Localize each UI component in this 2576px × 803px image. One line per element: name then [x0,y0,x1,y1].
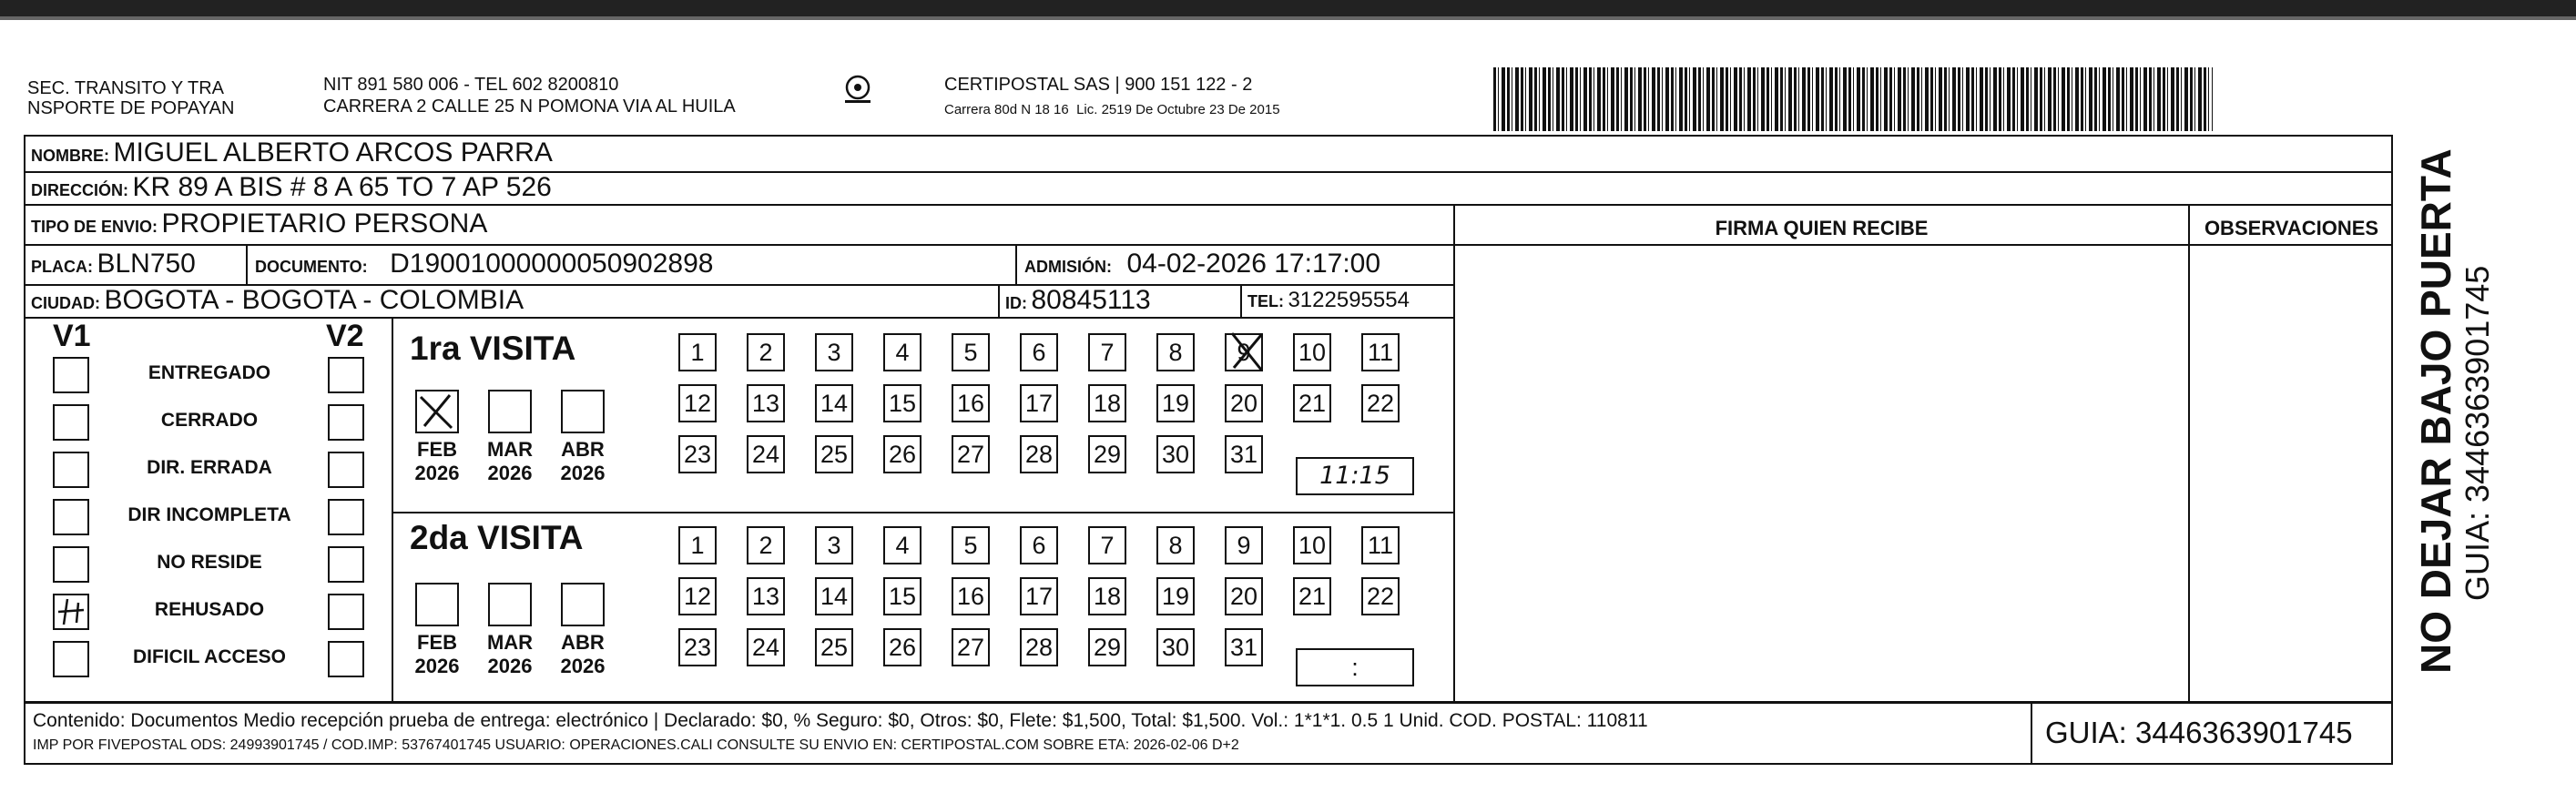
visit2-day-box[interactable]: 29 [1088,628,1126,666]
visit1-day-box[interactable]: 18 [1088,384,1126,422]
visit2-day-box[interactable]: 14 [815,577,853,615]
visit1-day-box[interactable]: 14 [815,384,853,422]
visit2-time[interactable]: : [1296,648,1414,686]
status-v2-checkbox[interactable] [328,546,364,583]
visit2-month-label: FEB [417,631,457,654]
status-v1-checkbox[interactable] [53,641,89,677]
visit1-day-box[interactable]: 26 [883,435,921,473]
id-label: ID: [1005,294,1027,312]
visit1-title: 1ra VISITA [410,330,576,367]
visit2-month-label: ABR [561,631,605,654]
visit2-day-box[interactable]: 16 [952,577,990,615]
visit2-day-box[interactable]: 22 [1361,577,1400,615]
visit1-day-box[interactable]: 4 [883,333,921,371]
visit2-day-box[interactable]: 3 [815,526,853,564]
tipo-label: TIPO DE ENVIO: [31,218,158,236]
nombre-value: MIGUEL ALBERTO ARCOS PARRA [113,137,553,168]
nombre-row [31,138,553,172]
visit2-day-box[interactable]: 2 [747,526,785,564]
nombre-label: NOMBRE: [31,147,109,165]
status-v2-checkbox[interactable] [328,641,364,677]
visit2-day-box[interactable]: 8 [1156,526,1195,564]
visit1-day-box[interactable]: 10 [1293,333,1331,371]
sender-line2: NSPORTE DE POPAYAN [27,98,235,118]
visit2-day-box[interactable]: 10 [1293,526,1331,564]
visit2-year-label: 2026 [560,655,606,677]
placa-value: BLN750 [97,249,196,279]
visit2-day-box[interactable]: 11 [1361,526,1400,564]
visit1-month-checkbox[interactable] [488,390,532,433]
visit2-day-box[interactable]: 21 [1293,577,1331,615]
visit1-month-label: FEB [417,438,457,461]
footer-guia: GUIA: 3446363901745 [2045,716,2353,749]
visit2-day-box[interactable]: 24 [747,628,785,666]
visit2-month-label: MAR [486,631,534,654]
tel-row [1247,286,1410,318]
visit1-day-box[interactable]: 23 [678,435,717,473]
visit2-day-box[interactable]: 26 [883,628,921,666]
visit2-month-checkbox[interactable] [561,583,605,626]
firma-header: FIRMA QUIEN RECIBE [1715,217,1929,239]
observaciones-header: OBSERVACIONES [2204,217,2379,239]
visit1-month-label: MAR [486,438,534,461]
visit1-day-box[interactable]: 6 [1020,333,1058,371]
tipo-row [31,209,487,243]
visit2-day-box[interactable]: 13 [747,577,785,615]
tipo-value: PROPIETARIO PERSONA [161,208,488,239]
status-v1-checkbox[interactable] [53,546,89,583]
visit1-day-box[interactable]: 8 [1156,333,1195,371]
visit1-day-box[interactable]: 20 [1225,384,1263,422]
ciudad-value: BOGOTA - BOGOTA - COLOMBIA [104,285,524,315]
visit1-day-box[interactable]: 15 [883,384,921,422]
visit1-day-box[interactable]: 7 [1088,333,1126,371]
status-label: DIFICIL ACCESO [132,646,286,667]
visit1-day-box[interactable]: 19 [1156,384,1195,422]
visit2-day-box[interactable]: 4 [883,526,921,564]
v1-label: V1 [53,319,91,353]
visit2-title: 2da VISITA [410,519,584,556]
admision-label: ADMISIÓN: [1024,258,1112,276]
visit2-day-box[interactable]: 18 [1088,577,1126,615]
visit1-month-label: ABR [561,438,605,461]
status-v2-checkbox[interactable] [328,452,364,488]
status-label: ENTREGADO [148,362,271,383]
visit1-day-box[interactable]: 16 [952,384,990,422]
status-label: REHUSADO [154,599,265,620]
visit1-time[interactable]: 11:15 [1296,457,1414,495]
visit2-day-box[interactable]: 1 [678,526,717,564]
documento-value: D19001000000050902898 [390,249,714,279]
address-line: CARRERA 2 CALLE 25 N POMONA VIA AL HUILA [323,97,736,117]
v2-label: V2 [326,319,364,353]
status-label: DIR INCOMPLETA [127,504,291,525]
status-label: DIR. ERRADA [147,457,272,478]
visit1-year-label: 2026 [414,462,460,484]
visit1-day-box[interactable]: 12 [678,384,717,422]
ciudad-label: CIUDAD: [31,294,100,312]
visit2-day-box[interactable]: 28 [1020,628,1058,666]
visit1-day-box[interactable]: 3 [815,333,853,371]
visit1-day-box[interactable]: 13 [747,384,785,422]
status-v1-checkbox[interactable] [53,452,89,488]
admision-row [1024,249,1380,283]
visit1-day-box[interactable]: 21 [1293,384,1331,422]
visit1-day-box[interactable]: 17 [1020,384,1058,422]
visit2-day-box[interactable]: 17 [1020,577,1058,615]
visit1-year-label: 2026 [487,462,533,484]
status-label: CERRADO [160,410,259,431]
status-v1-checkbox[interactable] [53,404,89,441]
visit1-day-box[interactable]: 25 [815,435,853,473]
status-v1-checkbox[interactable] [53,357,89,393]
id-row [1005,286,1151,320]
visit2-month-checkbox[interactable] [415,583,459,626]
visit2-day-box[interactable]: 31 [1225,628,1263,666]
placa-row [31,249,196,283]
status-v1-checkbox[interactable] [53,594,89,630]
visit1-day-box[interactable]: 29 [1088,435,1126,473]
direccion-value: KR 89 A BIS # 8 A 65 TO 7 AP 526 [132,172,552,202]
visit2-day-box[interactable]: 20 [1225,577,1263,615]
nit-line: NIT 891 580 006 - TEL 602 8200810 [323,75,619,95]
status-label: NO RESIDE [157,552,262,573]
visit1-day-box[interactable]: 2 [747,333,785,371]
visit1-day-box[interactable]: 1 [678,333,717,371]
side-guia: GUIA: 3446363901745 [2459,265,2496,601]
status-v2-checkbox[interactable] [328,357,364,393]
placa-label: PLACA: [31,258,93,276]
direccion-row [31,173,552,207]
visit1-day-box[interactable]: 22 [1361,384,1400,422]
top-dark-band [0,0,2576,16]
visit1-day-box[interactable]: 27 [952,435,990,473]
documento-row [255,249,713,283]
visit1-day-box[interactable]: 28 [1020,435,1058,473]
documento-label: DOCUMENTO: [255,258,368,276]
visit2-day-box[interactable]: 5 [952,526,990,564]
ciudad-row [31,286,524,320]
visit2-year-label: 2026 [414,655,460,677]
visit2-day-box[interactable]: 6 [1020,526,1058,564]
visit2-day-box[interactable]: 12 [678,577,717,615]
footer-imp: IMP POR FIVEPOSTAL ODS: 24993901745 / COD.IMP: 53767401745 USUARIO: OPERACIONES.CALI CONSULTE SU ENVIO EN: CERTIPOSTAL.COM SOBRE ETA: 2026-02-06 D+2 [33,737,1239,753]
top-gray-band [0,16,2576,20]
barcode [1493,67,2213,131]
carrier-line1: CERTIPOSTAL SAS | 900 151 122 - 2 [944,75,1253,95]
direccion-label: DIRECCIÓN: [31,181,128,199]
visit2-month-checkbox[interactable] [488,583,532,626]
certipostal-logo-icon [840,73,876,109]
status-v1-checkbox[interactable] [53,499,89,535]
side-warning: NO DEJAR BAJO PUERTA [2412,148,2459,674]
visit2-year-label: 2026 [487,655,533,677]
visit1-day-box[interactable]: 11 [1361,333,1400,371]
visit2-day-box[interactable]: 19 [1156,577,1195,615]
tel-label: TEL: [1247,292,1284,310]
visit1-day-box[interactable]: 5 [952,333,990,371]
visit2-day-box[interactable]: 25 [815,628,853,666]
visit2-day-box[interactable]: 15 [883,577,921,615]
carrier-line2: Carrera 80d N 18 16 Lic. 2519 De Octubre 23 De 2015 [944,102,1280,117]
status-v2-checkbox[interactable] [328,404,364,441]
visit1-month-checkbox[interactable] [561,390,605,433]
visit2-day-box[interactable]: 23 [678,628,717,666]
visit2-day-box[interactable]: 27 [952,628,990,666]
tel-value: 3122595554 [1288,288,1410,312]
visit1-day-box[interactable]: 31 [1225,435,1263,473]
visit2-day-box[interactable]: 30 [1156,628,1195,666]
visit1-day-box[interactable]: 9 [1225,333,1263,371]
visit2-day-box[interactable]: 9 [1225,526,1263,564]
status-v2-checkbox[interactable] [328,594,364,630]
status-v2-checkbox[interactable] [328,499,364,535]
admision-value: 04-02-2026 17:17:00 [1126,249,1381,279]
sender-line1: SEC. TRANSITO Y TRA [27,78,224,98]
visit2-day-box[interactable]: 7 [1088,526,1126,564]
visit1-year-label: 2026 [560,462,606,484]
visit1-day-box[interactable]: 30 [1156,435,1195,473]
visit1-month-checkbox[interactable] [415,390,459,433]
footer-contenido: Contenido: Documentos Medio recepción prueba de entrega: electrónico | Declarado: $0, % Seguro: $0, Otros: $0, Flete: $1,500, Total: $1,500. Vol.: 1*1*1. 0.5 1 Unid. COD. POSTAL: 110811 [33,710,1648,731]
id-value: 80845113 [1031,285,1151,315]
visit1-day-box[interactable]: 24 [747,435,785,473]
